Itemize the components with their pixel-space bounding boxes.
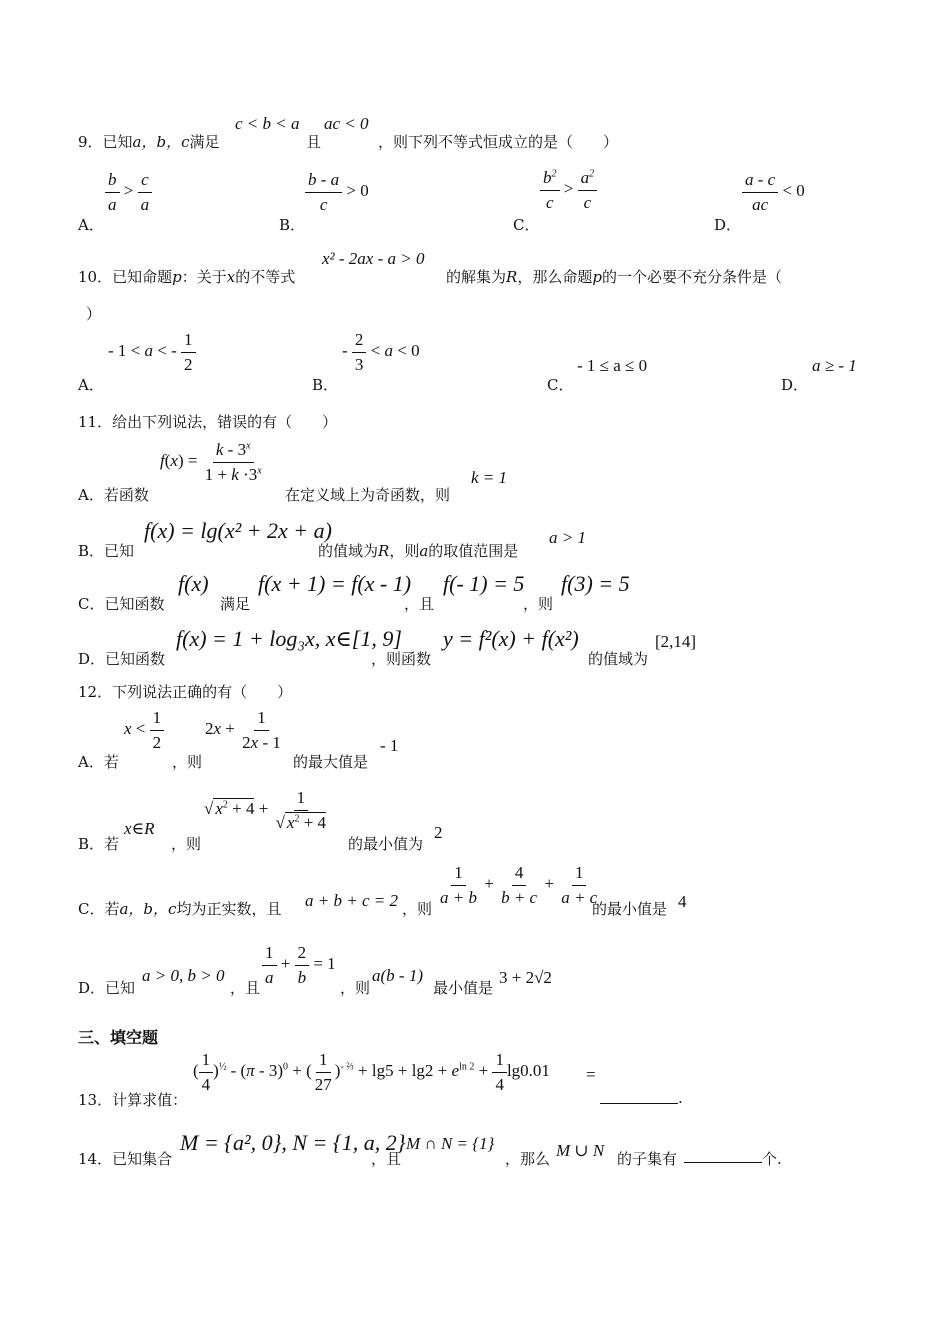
q12-A-pre: A．若 bbox=[78, 753, 119, 771]
q9-optB-expr: $\frac{b - a}{c}$ > 0 bbox=[305, 170, 369, 214]
q10-stem-post3: 的一个必要不充分条件是（ bbox=[601, 268, 782, 286]
q12-B-then: ，则 bbox=[171, 835, 202, 853]
q11-C-res-text: f(3) = 5 bbox=[561, 571, 630, 596]
q12-D-cond bbox=[142, 966, 224, 986]
q12-B-post: 的最小值为 bbox=[348, 835, 424, 853]
q14-stem: 14．已知集合 bbox=[78, 1150, 173, 1168]
q10-stem bbox=[78, 266, 295, 287]
q10-x: x bbox=[226, 268, 236, 286]
q10-stem-post: 的解集为 bbox=[446, 268, 507, 286]
q9-cond1-text: c < b < a bbox=[235, 114, 300, 133]
q14-cond-text: M ∩ N = {1} bbox=[406, 1134, 495, 1153]
q11-A-post: 在定义域上为奇函数，则 bbox=[285, 486, 451, 504]
q11-D-res bbox=[655, 632, 696, 652]
q12-A-res bbox=[380, 736, 398, 756]
q10-optB-expr: - $\frac{2}{3}$ < a < 0 bbox=[342, 330, 420, 374]
q12-A-cond: x < $\frac{1}{2}$ bbox=[124, 708, 164, 752]
q9-optD-label: D． bbox=[714, 216, 742, 234]
q11-stem: 11．给出下列说法，错误的有（ ） bbox=[78, 413, 338, 431]
q12-C-res bbox=[678, 892, 687, 912]
q14-cond bbox=[406, 1134, 494, 1154]
q11-C-fx bbox=[178, 571, 209, 597]
q12-D-expr-text: a(b - 1) bbox=[372, 966, 423, 985]
q12-C-then: ，则 bbox=[402, 900, 433, 918]
q11-C-eq-text: f(x + 1) = f(x - 1) bbox=[258, 571, 412, 596]
q11-C-fx-text: f(x) bbox=[178, 571, 209, 596]
q10-optD-label: D． bbox=[781, 376, 809, 394]
q11-C-eq bbox=[258, 571, 411, 597]
q11-B-post2: ，则 bbox=[389, 542, 420, 560]
q10-optA-label: A． bbox=[78, 376, 104, 394]
q11-B-post bbox=[318, 540, 518, 561]
q14-post: 的子集有 bbox=[617, 1150, 678, 1168]
q11-B-res bbox=[549, 528, 586, 548]
q11-A-pre: A．若函数 bbox=[78, 486, 149, 504]
q9-optA-label: A． bbox=[78, 216, 104, 234]
q11-D-post: 的值域为 bbox=[588, 650, 649, 668]
q12-C-res-text: 4 bbox=[678, 892, 687, 911]
q12-C-cond-text: a + b + c = 2 bbox=[305, 891, 398, 910]
q9-cond2-text: ac < 0 bbox=[324, 114, 369, 133]
q12-C-cond bbox=[305, 891, 398, 911]
q12-A-then: ，则 bbox=[172, 753, 203, 771]
q12-D-cond-text: a > 0, b > 0 bbox=[142, 966, 225, 985]
q11-B-expr-text: f(x) = lg(x² + 2x + a) bbox=[144, 518, 332, 543]
q10-optB-label: B． bbox=[312, 376, 339, 394]
q14-answer-blank[interactable] bbox=[684, 1148, 762, 1167]
q12-B-res-text: 2 bbox=[434, 823, 443, 842]
q9-optD-expr: $\frac{a - c}{ac}$ < 0 bbox=[742, 170, 805, 214]
q10-p: p bbox=[172, 268, 182, 286]
q10-ineq-text: x² - 2ax - a > 0 bbox=[322, 249, 425, 268]
q9-vars: a，b，c bbox=[132, 133, 190, 151]
q9-stem-post: ，则下列不等式恒成立的是（ ） bbox=[378, 133, 619, 151]
q11-C-mid: 满足 bbox=[220, 595, 251, 613]
q12-D-expr bbox=[372, 966, 423, 986]
q13-period: . bbox=[678, 1089, 683, 1107]
q10-optC-label: C． bbox=[547, 376, 574, 394]
q11-B-expr bbox=[144, 518, 332, 544]
q14-post2: 个. bbox=[762, 1150, 782, 1168]
q10-optC-expr bbox=[577, 356, 647, 376]
q12-B-expr: √ $x^2 + 4$ + $\frac{1}{√ x^2 + 4}$ bbox=[204, 788, 327, 832]
q12-D-res bbox=[499, 968, 552, 988]
q11-B-pre: B．已知 bbox=[78, 542, 135, 560]
q12-A-expr: 2x + $\frac{1}{2x - 1}$ bbox=[205, 708, 281, 752]
q12-stem: 12．下列说法正确的有（ ） bbox=[78, 683, 293, 701]
q11-B-res-text: a > 1 bbox=[549, 528, 586, 547]
q10-optD-text: a ≥ - 1 bbox=[812, 356, 857, 375]
q11-C-eq2 bbox=[443, 571, 524, 597]
q11-C-and: ，且 bbox=[404, 595, 435, 613]
q9-stem-mid: 满足 bbox=[189, 133, 220, 151]
q11-C-pre: C．已知函数 bbox=[78, 595, 165, 613]
q14-M: M = {a², 0} bbox=[180, 1130, 282, 1155]
q11-A-expr: f(x) = $\frac{k - 3^x}{1 + k \cdot 3^x}$ bbox=[160, 440, 262, 484]
q14-union bbox=[556, 1141, 604, 1161]
q11-B-R: R bbox=[378, 542, 390, 560]
q14-union-text: M ∪ N bbox=[556, 1141, 605, 1160]
q10-optD-expr bbox=[812, 356, 857, 376]
q11-D-expr2-text: y = f²(x) + f(x²) bbox=[443, 626, 579, 651]
q11-C-res bbox=[561, 571, 630, 597]
q12-D-cond2: $\frac{1}{a}$ + $\frac{2}{b}$ = 1 bbox=[262, 943, 336, 987]
q13-stem: 13．计算求值： bbox=[78, 1091, 188, 1109]
q12-D-post: 最小值是 bbox=[433, 979, 494, 997]
q12-C-post: 的最小值是 bbox=[592, 900, 668, 918]
q12-B-pre: B．若 bbox=[78, 835, 120, 853]
q11-D-expr bbox=[176, 626, 402, 652]
q11-D-mid: ，则函数 bbox=[371, 650, 432, 668]
q12-A-post: 的最大值是 bbox=[293, 753, 369, 771]
q9-cond1 bbox=[235, 114, 300, 134]
q11-C-then: ，则 bbox=[523, 595, 554, 613]
q9-optC-expr: $\frac{b^2}{c}$ > $\frac{a^2}{c}$ bbox=[540, 168, 597, 212]
q14-and: ，且 bbox=[371, 1150, 402, 1168]
q10-stem-mid: ：关于 bbox=[181, 268, 227, 286]
section-title-fill-in: 三、填空题 bbox=[78, 1028, 159, 1047]
q9-stem-pre: 9．已知 bbox=[78, 133, 133, 151]
q12-D-pre: D．已知 bbox=[78, 979, 136, 997]
q10-stem-post2: ，那么命题 bbox=[517, 268, 593, 286]
q9-stem bbox=[78, 131, 220, 152]
q12-C-mid: 均为正实数，且 bbox=[176, 900, 282, 918]
q12-C-pre-line bbox=[78, 898, 281, 919]
q9-and: 且 bbox=[306, 133, 322, 151]
q12-C-vars: a，b，c bbox=[119, 900, 177, 918]
q9-optB-label: B． bbox=[279, 216, 306, 234]
q12-C-pre: C．若 bbox=[78, 900, 120, 918]
q14-then: ，那么 bbox=[505, 1150, 551, 1168]
q10-close-paren: ） bbox=[86, 305, 102, 323]
q9-optA-expr: $\frac{b}{a}$ > $\frac{c}{a}$ bbox=[105, 170, 152, 214]
q10-stem-mid2: 的不等式 bbox=[235, 268, 296, 286]
q10-p2: p bbox=[592, 268, 602, 286]
q12-B-res bbox=[434, 823, 443, 843]
q10-optC-text: - 1 ≤ a ≤ 0 bbox=[577, 356, 648, 375]
q12-B-cond-text: x∈R bbox=[124, 819, 155, 838]
q13-equals: = bbox=[586, 1065, 596, 1084]
q11-B-post-text: 的值域为 bbox=[318, 542, 379, 560]
q9-cond2 bbox=[324, 114, 369, 134]
q11-D-pre: D．已知函数 bbox=[78, 650, 166, 668]
q11-B-a: a bbox=[419, 542, 429, 560]
q10-stem-pre: 10．已知命题 bbox=[78, 268, 173, 286]
q10-ineq bbox=[322, 249, 424, 269]
q10-stem-tail bbox=[446, 266, 782, 287]
q11-D-expr2 bbox=[443, 626, 579, 652]
q13-answer-blank[interactable] bbox=[600, 1089, 678, 1108]
q12-D-and: ，且 bbox=[230, 979, 261, 997]
q11-C-eq2-text: f(- 1) = 5 bbox=[443, 571, 525, 596]
q10-optA-expr: - 1 < a < - $\frac{1}{2}$ bbox=[108, 330, 196, 374]
q14-N: , N = {1, a, 2} bbox=[281, 1130, 406, 1155]
q12-B-cond bbox=[124, 819, 155, 839]
q9-optC-label: C． bbox=[513, 216, 540, 234]
q12-D-then: ，则 bbox=[340, 979, 371, 997]
q11-B-post3: 的取值范围是 bbox=[428, 542, 519, 560]
q12-A-res-text: - 1 bbox=[380, 736, 399, 755]
q11-D-expr-text: f(x) = 1 + log₃x, x∈[1, 9] bbox=[176, 626, 402, 651]
q11-A-res-text: k = 1 bbox=[471, 468, 508, 487]
q11-D-res-text: [2,14] bbox=[655, 632, 697, 651]
q10-R: R bbox=[506, 268, 518, 286]
q12-D-res-text: 3 + 2√2 bbox=[499, 968, 552, 987]
q12-C-expr: $\frac{1}{a + b}$ + $\frac{4}{b + c}$ + $\frac{1}{a + c}$ bbox=[440, 863, 598, 907]
q11-A-res bbox=[471, 468, 507, 488]
q13-expr: ( $\frac{1}{4}$ )$^{\frac{1}{2}}$ - (π - 3)$^0$ + ( $\frac{1}{27}$ )$^{- \frac{2}{3}} + \lg 5 + \lg 2 + e^{ln 2}$ + $\frac{1}{4}$ lg0.01 bbox=[193, 1050, 550, 1094]
